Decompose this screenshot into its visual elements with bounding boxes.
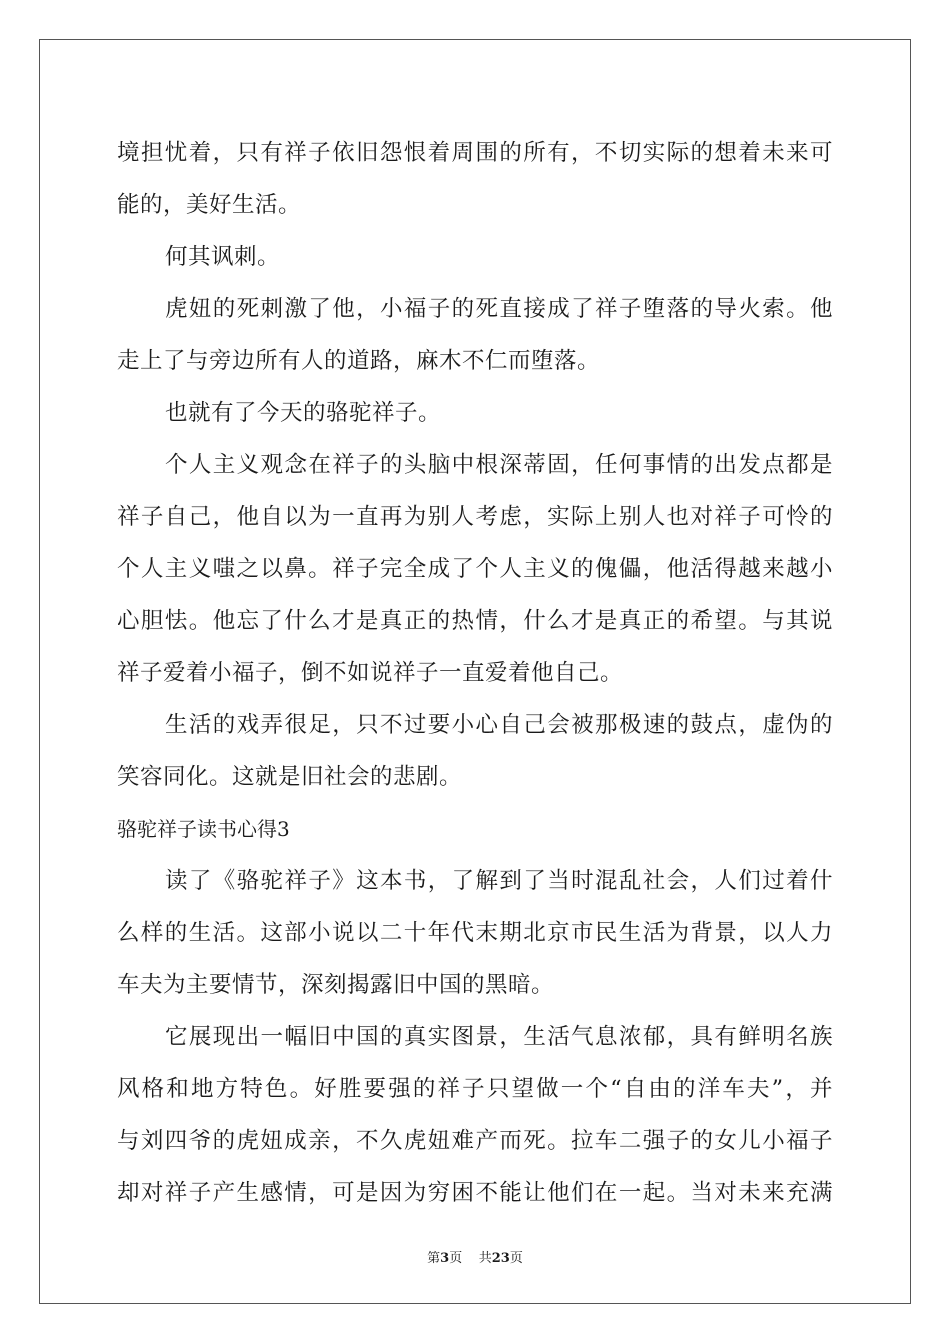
footer-total-prefix: 共 [478,1251,492,1266]
text-line: 风格和地方特色。好胜要强的祥子只望做一个“自由的洋车夫”，并 [117,1076,833,1102]
footer-current-page: 3 [440,1251,450,1266]
text-line: 生活的戏弄很足，只不过要小心自己会被那极速的鼓点，虚伪的 [165,712,833,738]
text-line: 么样的生活。这部小说以二十年代末期北京市民生活为背景，以人力 [117,920,833,946]
text-line: 个人主义观念在祥子的头脑中根深蒂固，任何事情的出发点都是 [165,452,833,478]
text-line: 与刘四爷的虎妞成亲，不久虎妞难产而死。拉车二强子的女儿小福子 [117,1128,833,1154]
page-footer [0,1247,950,1266]
text-line: 个人主义嗤之以鼻。祥子完全成了个人主义的傀儡，他活得越来越小 [117,556,833,582]
text-line: 走上了与旁边所有人的道路，麻木不仁而堕落。 [117,348,601,374]
text-line: 祥子自己，他自以为一直再为别人考虑，实际上别人也对祥子可怜的 [117,504,833,530]
text-line: 祥子爱着小福子，倒不如说祥子一直爱着他自己。 [117,660,624,686]
footer-total-pages: 23 [491,1251,510,1266]
text-line: 笑容同化。这就是旧社会的悲剧。 [117,764,463,790]
text-line: 心胆怯。他忘了什么才是真正的热情，什么才是真正的希望。与其说 [117,608,833,634]
section-heading: 骆驼祥子读书心得3 [117,817,290,841]
text-line: 何其讽刺。 [165,244,281,270]
text-line: 车夫为主要情节，深刻揭露旧中国的黑暗。 [117,972,555,998]
document-body [117,127,833,1219]
text-line: 也就有了今天的骆驼祥子。 [165,400,442,426]
text-line: 它展现出一幅旧中国的真实图景，生活气息浓郁，具有鲜明名族 [165,1024,833,1050]
text-line: 境担忧着，只有祥子依旧怨恨着周围的所有，不切实际的想着未来可 [117,140,833,166]
footer-current-prefix: 第 [427,1251,441,1266]
text-line: 能的，美好生活。 [117,192,302,218]
footer-current-suffix: 页 [449,1251,463,1266]
text-line: 虎妞的死刺激了他，小福子的死直接成了祥子堕落的导火索。他 [165,296,833,322]
text-line: 却对祥子产生感情，可是因为穷困不能让他们在一起。当对未来充满 [117,1180,833,1206]
text-line: 读了《骆驼祥子》这本书，了解到了当时混乱社会，人们过着什 [165,868,833,894]
footer-total-suffix: 页 [509,1251,523,1266]
